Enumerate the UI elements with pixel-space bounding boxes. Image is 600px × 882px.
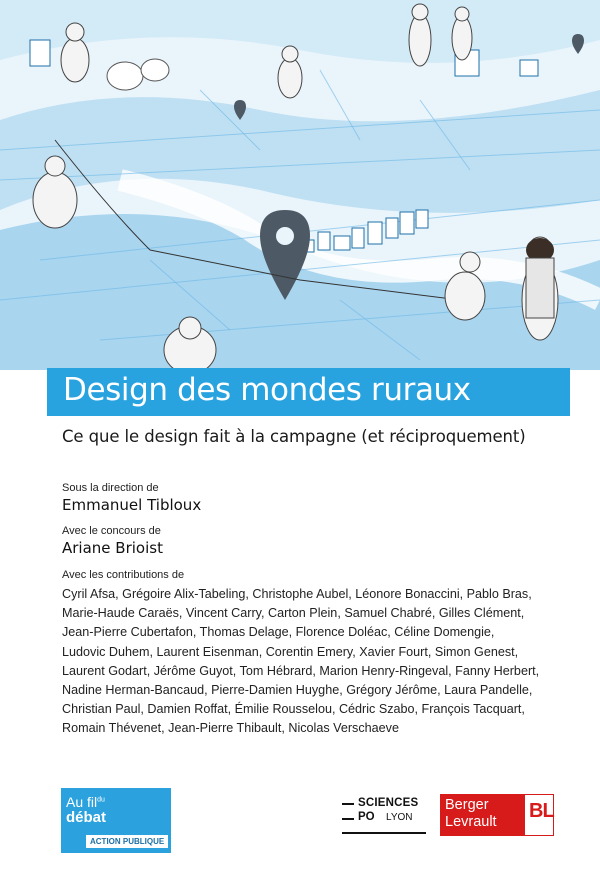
- contributors-line: Nadine Herman-Bancaud, Pierre-Damien Huyghe, Grégory Jérôme, Laura Pandelle,: [62, 683, 533, 698]
- series-sup: du: [97, 796, 105, 804]
- contributors-line: Marie-Haude Caraës, Vincent Carry, Carton Plein, Samuel Chabré, Gilles Clément,: [62, 606, 525, 621]
- logo-sciences: SCIENCES: [358, 797, 419, 809]
- contributors-list: [62, 585, 582, 739]
- direction-label: Sous la direction de: [62, 482, 159, 494]
- director-name: Emmanuel Tibloux: [62, 496, 202, 514]
- logo-rule: [342, 818, 354, 820]
- logo-rule: [342, 803, 354, 805]
- collection-badge: ACTION PUBLIQUE: [85, 834, 169, 849]
- series-line2: débat: [66, 809, 107, 826]
- series-line1: Au fil: [66, 794, 98, 810]
- contributors-line: Romain Thévenet, Jean-Pierre Thibault, Nicolas Verschaeve: [62, 721, 399, 736]
- book-title: Design des mondes ruraux: [63, 372, 471, 408]
- contributors-line: Laurent Godart, Jérôme Guyot, Tom Hébrard, Marion Henry-Ringeval, Fanny Herbert,: [62, 663, 540, 678]
- logo-levrault: Levrault: [445, 814, 497, 830]
- contributors-line: Cyril Afsa, Grégoire Alix-Tabeling, Christophe Aubel, Léonore Bonaccini, Pablo Bras,: [62, 587, 532, 601]
- concours-name: Ariane Brioist: [62, 539, 163, 557]
- contributors-line: Jean-Pierre Cubertafon, Thomas Delage, Florence Doléac, Céline Domengie,: [62, 625, 495, 640]
- logo-monogram: BL: [529, 800, 554, 822]
- concours-label: Avec le concours de: [62, 525, 161, 537]
- contributors-line: Ludovic Duhem, Laurent Eisenman, Corentin Emery, Xavier Fourt, Simon Genest,: [62, 644, 519, 659]
- title-band: [47, 368, 570, 416]
- berger-levrault-logo: [440, 794, 556, 836]
- logo-berger: Berger: [445, 797, 489, 813]
- cover-illustration: [0, 0, 600, 370]
- sciences-po-lyon-logo: [342, 796, 432, 836]
- logo-po: PO: [358, 811, 375, 823]
- logo-lyon: LYON: [386, 812, 413, 823]
- logo-rule: [342, 832, 426, 834]
- book-subtitle: Ce que le design fait à la campagne (et réciproquement): [62, 427, 526, 446]
- contributions-label: Avec les contributions de: [62, 569, 185, 581]
- contributors-line: Christian Paul, Damien Roffat, Émilie Rousselou, Cédric Szabo, François Tacquart,: [62, 702, 525, 717]
